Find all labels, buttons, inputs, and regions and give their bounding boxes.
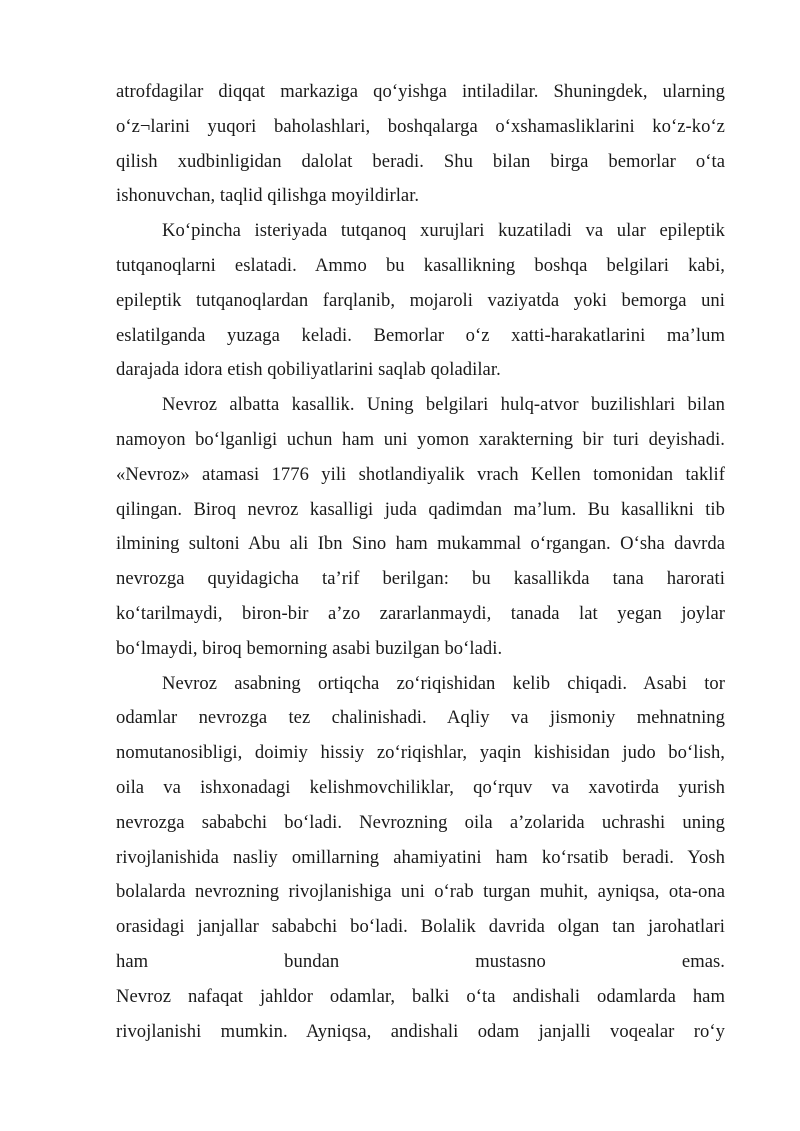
text-line: «Nevroz» atamasi 1776 yili shotlandiyalik vrach Kellen tomonidan taklif bbox=[116, 463, 725, 485]
text-line: rivojlanishida nasliy omillarning ahamiyatini ham ko‘rsatib beradi. Yosh bbox=[116, 846, 725, 868]
text-line: qilish xudbinligidan dalolat beradi. Shu bilan birga bemorlar o‘ta bbox=[116, 150, 725, 172]
text-line: bo‘lmaydi, biroq bemorning asabi buzilgan bo‘ladi. bbox=[116, 637, 503, 659]
text-line: Nevroz asabning ortiqcha zo‘riqishidan kelib chiqadi. Asabi tor bbox=[162, 672, 725, 694]
document-page bbox=[116, 75, 725, 1049]
text-line: ham bundan mustasno emas. bbox=[116, 950, 725, 972]
text-line: Nevroz nafaqat jahldor odamlar, balki o‘ta andishali odamlarda ham bbox=[116, 985, 725, 1007]
text-line: bolalarda nevrozning rivojlanishiga uni o‘rab turgan muhit, ayniqsa, ota-ona bbox=[116, 881, 725, 903]
text-line: oila va ishxonadagi kelishmovchiliklar, qo‘rquv va xavotirda yurish bbox=[116, 776, 725, 798]
text-line: nevrozga sababchi bo‘ladi. Nevrozning oila a’zolarida uchrashi uning bbox=[116, 811, 725, 833]
text-line: o‘z¬larini yuqori baholashlari, boshqalarga o‘xshamasliklarini ko‘z-ko‘z bbox=[116, 115, 725, 137]
text-line: nevrozga quyidagicha ta’rif berilgan: bu kasallikda tana harorati bbox=[116, 568, 725, 590]
text-line: atrofdagilar diqqat markaziga qo‘yishga intiladilar. Shuningdek, ularning bbox=[116, 81, 725, 102]
text-line: eslatilganda yuzaga keladi. Bemorlar o‘z xatti-harakatlarini ma’lum bbox=[116, 324, 725, 346]
text-line: ishonuvchan, taqlid qilishga moyildirlar. bbox=[116, 185, 420, 207]
text-line: ilmining sultoni Abu ali Ibn Sino ham mukammal o‘rgangan. O‘sha davrda bbox=[116, 533, 725, 555]
text-line: tutqanoqlarni eslatadi. Ammo bu kasallikning boshqa belgilari kabi, bbox=[116, 254, 725, 276]
text-line: ko‘tarilmaydi, biron-bir a’zo zararlanmaydi, tanada lat yegan joylar bbox=[116, 602, 725, 624]
text-line: orasidagi janjallar sababchi bo‘ladi. Bolalik davrida olgan tan jarohatlari bbox=[116, 916, 725, 938]
text-line: nomutanosibligi, doimiy hissiy zo‘riqishlar, yaqin kishisidan judo bo‘lish, bbox=[116, 742, 725, 764]
text-line: namoyon bo‘lganligi uchun ham uni yomon xarakterning bir turi deyishadi. bbox=[116, 428, 725, 450]
text-line: qilingan. Biroq nevroz kasalligi juda qadimdan ma’lum. Bu kasallikni tib bbox=[116, 498, 725, 520]
text-line: Ko‘pincha isteriyada tutqanoq xurujlari kuzatiladi va ular epileptik bbox=[162, 220, 725, 242]
text-line: Nevroz albatta kasallik. Uning belgilari hulq-atvor buzilishlari bilan bbox=[162, 394, 725, 416]
text-line: epileptik tutqanoqlardan farqlanib, mojaroli vaziyatda yoki bemorga uni bbox=[116, 289, 725, 311]
text-line: darajada idora etish qobiliyatlarini saqlab qoladilar. bbox=[116, 359, 501, 381]
text-line: odamlar nevrozga tez chalinishadi. Aqliy va jismoniy mehnatning bbox=[116, 707, 725, 729]
text-line: rivojlanishi mumkin. Ayniqsa, andishali odam janjalli voqealar ro‘y bbox=[116, 1020, 725, 1042]
